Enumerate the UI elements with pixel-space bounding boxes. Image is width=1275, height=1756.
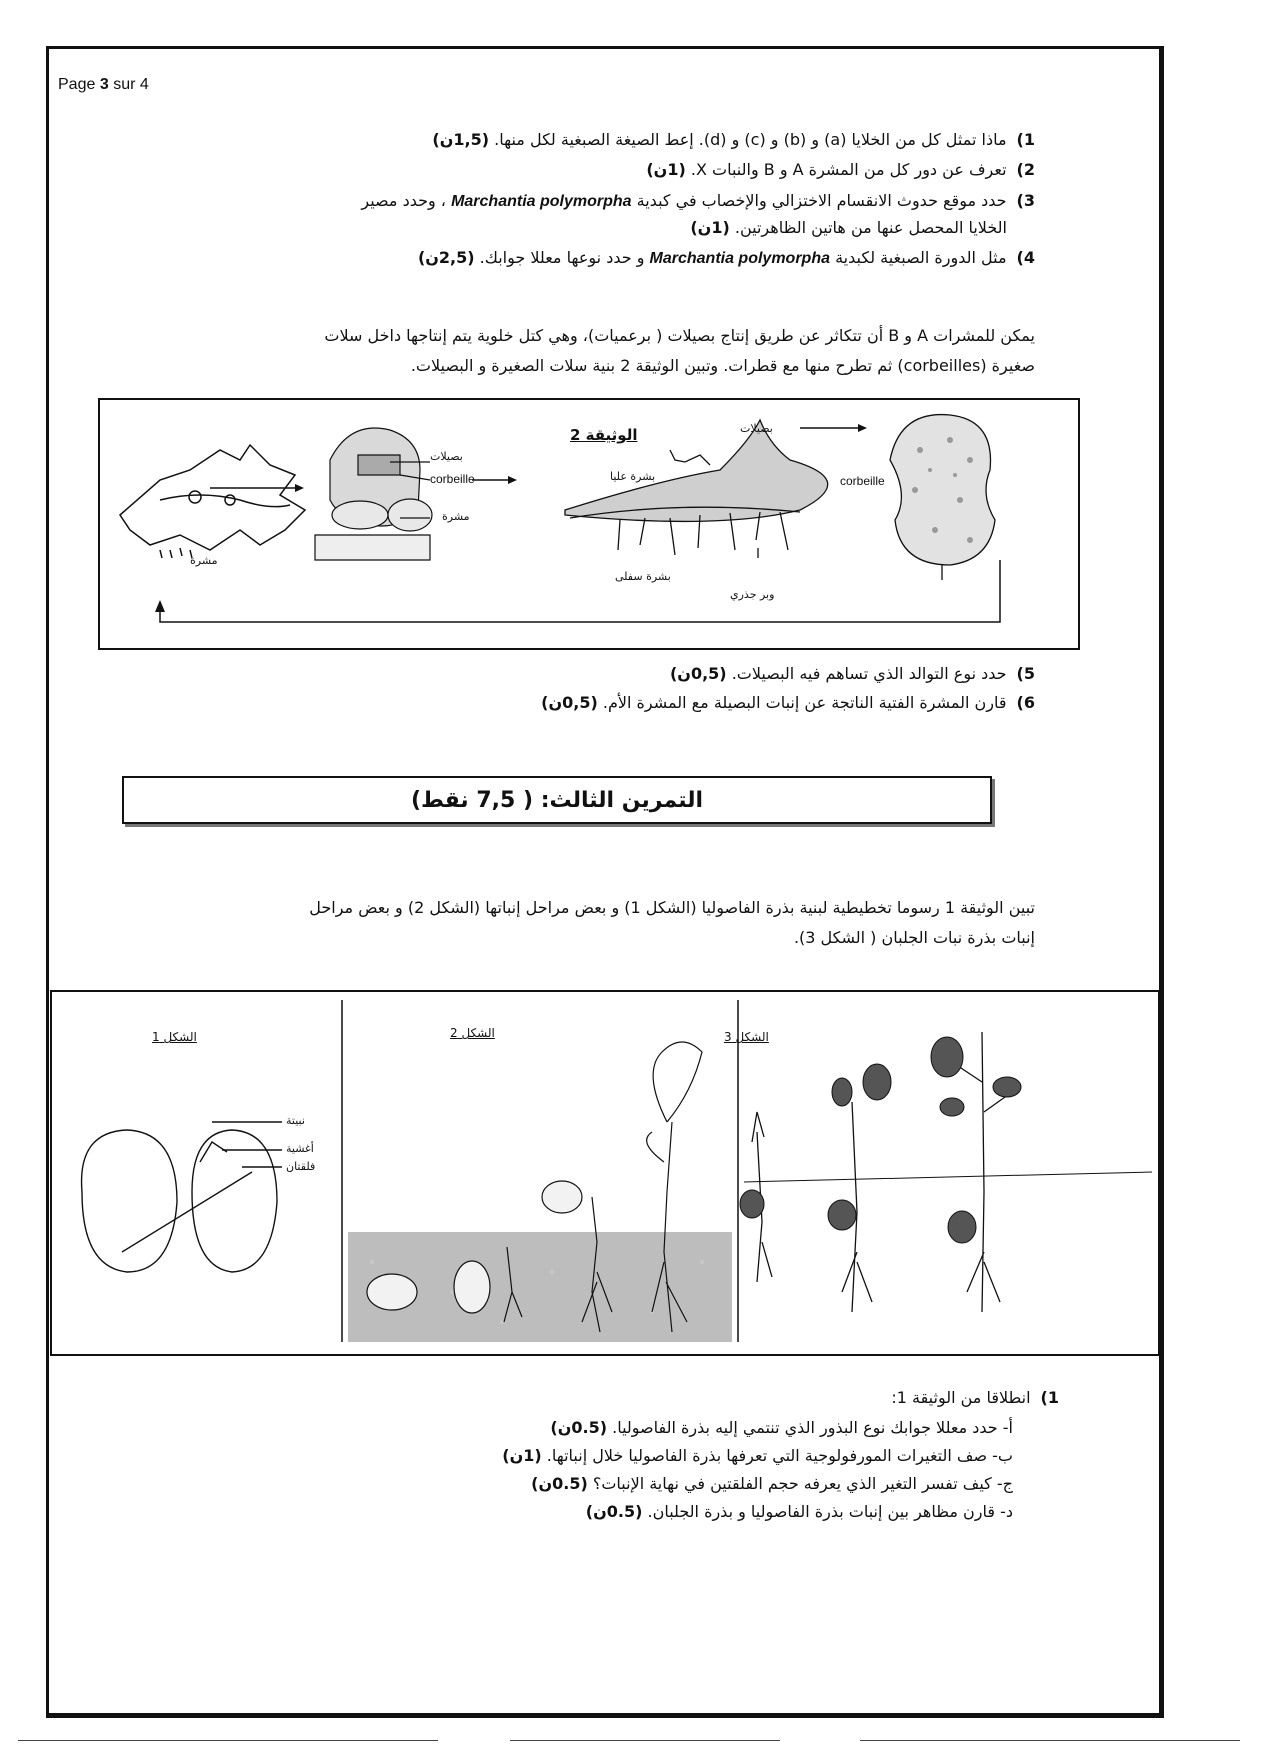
exercise-3-intro-line2: إنبات بذرة نبات الجلبان ( الشكل 3). bbox=[793, 928, 1035, 947]
sub-question-a: أ- حدد معللا جوابك نوع البذور الذي تنتمي إليه بذرة الفاصوليا. (0.5ن) bbox=[550, 1418, 1013, 1437]
sub-question-b: ب- صف التغيرات المورفولوجية التي تعرفها بذرة الفاصوليا خلال إنباتها. (1ن) bbox=[502, 1446, 1013, 1465]
question-4: 4)مثل الدورة الصبغية لكبدية Marchantia polymorpha و حدد نوعها معللا جوابك. (2,5ن) bbox=[417, 248, 1035, 267]
question-2: 2)تعرف عن دور كل من المشرة A و B والنبات X. (1ن) bbox=[646, 160, 1035, 179]
document-2-figure bbox=[98, 398, 1080, 650]
intro-paragraph-line2: صغيرة (corbeilles) ثم تطرح منها مع قطرات. وتبين الوثيقة 2 بنية سلات الصغيرة و البصيلات. bbox=[410, 356, 1035, 375]
footer-rule-left bbox=[18, 1740, 438, 1741]
label-thallus-1: مشرة bbox=[442, 510, 470, 523]
sub-question-d: د- قارن مظاهر بين إنبات بذرة الفاصوليا و بذرة الجلبان. (0.5ن) bbox=[585, 1502, 1013, 1521]
label-plantule: نبيتة bbox=[286, 1114, 305, 1127]
question-c1: 1)انطلاقا من الوثيقة 1: bbox=[891, 1388, 1059, 1407]
sub-question-c: ج- كيف تفسر التغير الذي يعرفه حجم الفلقتين في نهاية الإنبات؟ (0.5ن) bbox=[531, 1474, 1013, 1493]
label-thallus-2: مشرة bbox=[190, 554, 218, 567]
question-5: 5)حدد نوع التوالد الذي تساهم فيه البصيلات. (0,5ن) bbox=[669, 664, 1035, 683]
label-corbeille-1: corbeille bbox=[430, 472, 475, 486]
intro-paragraph-line1: يمكن للمشرات A و B أن تتكاثر عن طريق إنتاج بصيلات ( برعميات)، وهي كتل خلوية يتم إنتاجها داخل سلات bbox=[324, 326, 1035, 345]
document-2-title: الوثيقة 2 bbox=[570, 426, 638, 444]
label-buds-2: بصيلات bbox=[740, 422, 773, 435]
footer-rule-right bbox=[860, 1740, 1240, 1741]
label-corbeille-2: corbeille bbox=[840, 474, 885, 488]
question-3-line2: الخلايا المحصل عنها من هاتين الظاهرتين. (1ن) bbox=[690, 218, 1007, 237]
question-1: 1)ماذا تمثل كل من الخلايا (a) و (b) و (c) و (d). إعط الصيغة الصبغية لكل منها. (1,5ن) bbox=[432, 130, 1035, 149]
label-cotyledons: فلقتان bbox=[286, 1160, 316, 1173]
footer-rule-middle bbox=[510, 1740, 780, 1741]
label-rhizoid: وبر جذري bbox=[730, 588, 775, 601]
label-buds-1: بصيلات bbox=[430, 450, 463, 463]
label-tegument: أغشية bbox=[286, 1142, 314, 1155]
document-1-figure bbox=[50, 990, 1160, 1356]
label-lower-epidermis: بشرة سفلى bbox=[615, 570, 671, 583]
figure-1-label: الشكل 1 bbox=[152, 1030, 197, 1044]
page-frame bbox=[46, 46, 1164, 1718]
document-1-illustration bbox=[52, 992, 1158, 1354]
question-3: 3)حدد موقع حدوث الانقسام الاختزالي والإخصاب في كبدية Marchantia polymorpha ، وحدد مصير bbox=[361, 191, 1035, 210]
question-6: 6)قارن المشرة الفتية الناتجة عن إنبات البصيلة مع المشرة الأم. (0,5ن) bbox=[541, 693, 1035, 712]
exercise-3-intro-line1: تبين الوثيقة 1 رسوما تخطيطية لبنية بذرة الفاصوليا (الشكل 1) و بعض مراحل إنباتها (الشكل 2) و بعض مراحل bbox=[309, 898, 1035, 917]
figure-2-label: الشكل 2 bbox=[450, 1026, 495, 1040]
label-upper-epidermis: بشرة عليا bbox=[610, 470, 656, 483]
exercise-3-title: التمرين الثالث: ( 7,5 نقط) bbox=[122, 776, 992, 824]
page-number: Page 3 sur 4 bbox=[58, 76, 149, 93]
figure-3-label: الشكل 3 bbox=[724, 1030, 769, 1044]
